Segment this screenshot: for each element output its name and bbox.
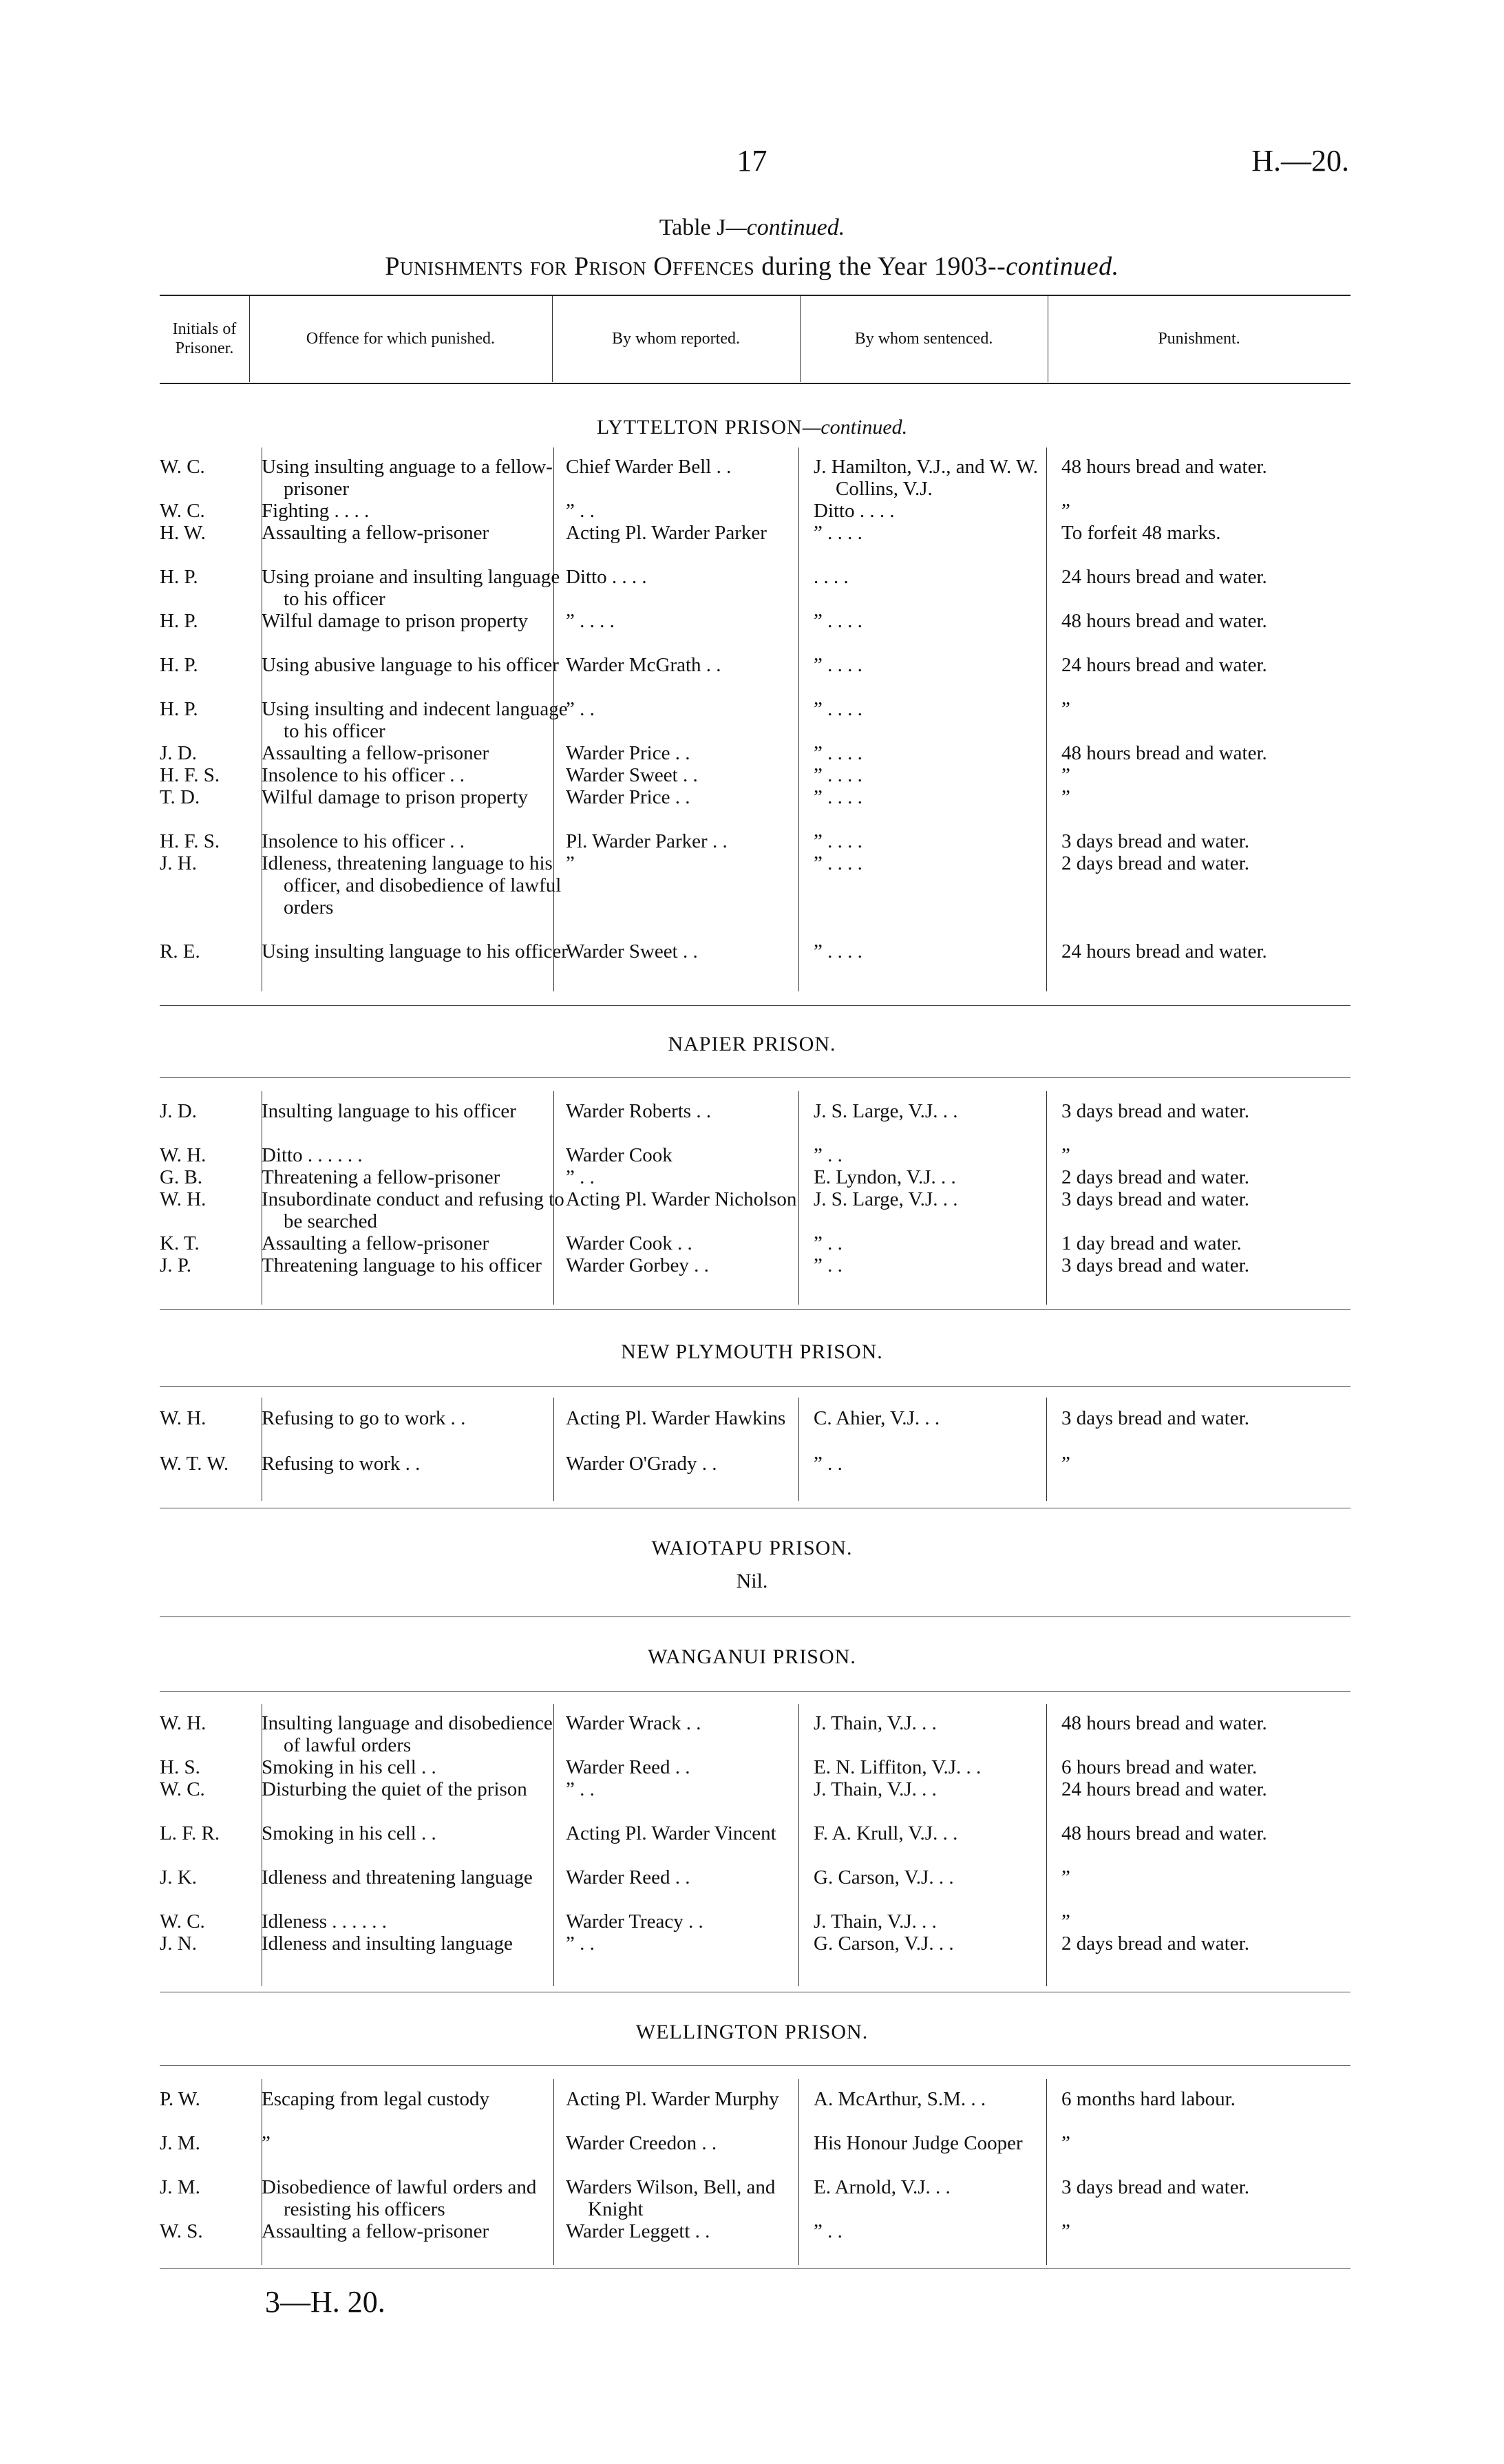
reported-cell: Acting Pl. Warder Vincent (566, 1822, 776, 1844)
punishment-cell: 24 hours bread and water. (1061, 1778, 1267, 1800)
offence-cell: Idleness and threatening language (262, 1866, 533, 1888)
sentenced-cell: ” . . . . (814, 940, 862, 962)
offence-cell: Insolence to his officer . . (262, 764, 465, 786)
sentenced-cell: ” . . (814, 1232, 843, 1254)
sentenced-cell: ” . . (814, 1144, 843, 1166)
initials-cell: T. D. (160, 786, 200, 808)
sentenced-cell: G. Carson, V.J. . . (814, 1933, 954, 1955)
subtitle-smallcaps: Punishments for Prison Offences (385, 252, 755, 281)
punishment-cell: To forfeit 48 marks. (1061, 522, 1221, 544)
header-reported: By whom reported. (552, 296, 801, 382)
sentenced-cell: ” . . . . (814, 654, 862, 676)
punishment-cell: 6 months hard labour. (1061, 2088, 1236, 2110)
offence-cell: Assaulting a fellow-prisoner (262, 2220, 489, 2242)
sentenced-cell: J. S. Large, V.J. . . (814, 1188, 958, 1210)
offence-cell: Assaulting a fellow-prisoner (262, 1232, 489, 1254)
header-offence: Offence for which punished. (249, 296, 553, 382)
punishment-cell: ” (1061, 786, 1070, 808)
offence-cell: Smoking in his cell . . (262, 1756, 436, 1778)
initials-cell: P. W. (160, 2088, 200, 2110)
offence-cell: ” (262, 2132, 271, 2154)
initials-cell: W. H. (160, 1712, 206, 1734)
sentenced-cell: ” . . (814, 1254, 843, 1276)
offence-cell: Idleness, threatening language to his officer, and disobedience of lawful orders (262, 852, 562, 918)
table-title (0, 215, 1504, 241)
offence-cell: Using proiane and insulting language to his officer (262, 566, 560, 610)
punishment-cell: ” (1061, 1910, 1070, 1933)
punishment-cell: 3 days bread and water. (1061, 1188, 1249, 1210)
initials-cell: J. P. (160, 1254, 191, 1276)
offence-cell: Threatening language to his officer (262, 1254, 542, 1276)
section-lyttelton-title (0, 416, 1504, 439)
punishment-cell: 48 hours bread and water. (1061, 610, 1267, 632)
punishment-cell: 3 days bread and water. (1061, 830, 1249, 852)
initials-cell: J. D. (160, 742, 197, 764)
offence-cell: Assaulting a fellow-prisoner (262, 742, 489, 764)
punishment-cell: 2 days bread and water. (1061, 1166, 1249, 1188)
reported-cell: ” . . (566, 1166, 595, 1188)
reported-cell: Ditto . . . . (566, 566, 647, 588)
header-bottom-rule (160, 383, 1351, 384)
initials-cell: H. P. (160, 698, 198, 720)
initials-cell: L. F. R. (160, 1822, 220, 1844)
reported-cell: ” . . . . (566, 610, 615, 632)
punishment-cell: ” (1061, 698, 1070, 720)
initials-cell: H. W. (160, 522, 206, 544)
initials-cell: J. M. (160, 2176, 200, 2198)
section-wellington-title: WELLINGTON PRISON. (635, 2021, 869, 2043)
punishment-cell: ” (1061, 1453, 1070, 1475)
subtitle-continued: -continued. (997, 252, 1119, 281)
page-number: 17 (737, 144, 767, 178)
initials-cell: J. H. (160, 852, 197, 874)
reported-cell: Warder Cook (566, 1144, 672, 1166)
initials-cell: J. M. (160, 2132, 200, 2154)
sentenced-cell: J. Hamilton, V.J., and W. W. Collins, V.J. (814, 456, 1039, 500)
initials-cell: W. H. (160, 1407, 206, 1429)
offence-cell: Idleness and insulting language (262, 1933, 513, 1955)
reported-cell: ” . . (566, 1933, 595, 1955)
initials-cell: J. D. (160, 1100, 197, 1122)
reported-cell: Warder Wrack . . (566, 1712, 701, 1734)
sentenced-cell: ” . . (814, 1453, 843, 1475)
initials-cell: W. C. (160, 1778, 205, 1800)
offence-cell: Ditto . . . . . . (262, 1144, 363, 1166)
sentenced-cell: J. Thain, V.J. . . (814, 1778, 937, 1800)
punishment-cell: 3 days bread and water. (1061, 1407, 1249, 1429)
subtitle-main: during the Year 1903- (754, 252, 997, 281)
table-header (160, 296, 1351, 382)
offence-cell: Disobedience of lawful orders and resisting his officers (262, 2176, 537, 2220)
punishment-cell: 2 days bread and water. (1061, 852, 1249, 874)
reported-cell: Warder Roberts . . (566, 1100, 712, 1122)
header-punishment: Punishment. (1158, 329, 1240, 348)
punishment-cell: 48 hours bread and water. (1061, 742, 1267, 764)
offence-cell: Using insulting anguage to a fellow-prisoner (262, 456, 553, 500)
punishment-cell: 2 days bread and water. (1061, 1933, 1249, 1955)
reported-cell: Warder Price . . (566, 742, 690, 764)
initials-cell: J. K. (160, 1866, 197, 1888)
punishment-cell: ” (1061, 764, 1070, 786)
offence-cell: Using insulting language to his officer (262, 940, 568, 962)
initials-cell: J. N. (160, 1933, 197, 1955)
initials-cell: R. E. (160, 940, 200, 962)
reported-cell: Warder Reed . . (566, 1756, 690, 1778)
section-new-plymouth-title: NEW PLYMOUTH PRISON. (621, 1340, 883, 1363)
initials-cell: W. S. (160, 2220, 203, 2242)
sentenced-cell: J. S. Large, V.J. . . (814, 1100, 958, 1122)
offence-cell: Fighting . . . . (262, 500, 370, 522)
wellington-bottom-rule (160, 2268, 1351, 2269)
wanganui-top-rule (160, 1691, 1351, 1692)
sentenced-cell: G. Carson, V.J. . . (814, 1866, 954, 1888)
section-napier-title: NAPIER PRISON. (668, 1033, 836, 1055)
napier-top-rule (160, 1077, 1351, 1078)
reported-cell: Chief Warder Bell . . (566, 456, 732, 478)
reported-cell: Acting Pl. Warder Nicholson (566, 1188, 797, 1210)
reported-cell: Warder Creedon . . (566, 2132, 717, 2154)
new-plymouth-top-rule (160, 1386, 1351, 1387)
initials-cell: W. H. (160, 1188, 206, 1210)
initials-cell: W. H. (160, 1144, 206, 1166)
offence-cell: Refusing to go to work . . (262, 1407, 466, 1429)
offence-cell: Smoking in his cell . . (262, 1822, 436, 1844)
section-waiotapu-nil: Nil. (736, 1570, 768, 1592)
sentenced-cell: His Honour Judge Cooper (814, 2132, 1023, 2154)
initials-cell: H. P. (160, 610, 198, 632)
punishment-cell: 24 hours bread and water. (1061, 940, 1267, 962)
reported-cell: Acting Pl. Warder Parker (566, 522, 767, 544)
sentenced-cell: ” . . . . (814, 786, 862, 808)
initials-cell: H. F. S. (160, 764, 220, 786)
sentenced-cell: Ditto . . . . (814, 500, 895, 522)
initials-cell: H. P. (160, 654, 198, 676)
sentenced-cell: J. Thain, V.J. . . (814, 1712, 937, 1734)
punishment-cell: 1 day bread and water. (1061, 1232, 1242, 1254)
reported-cell: Warder Sweet . . (566, 764, 698, 786)
offence-cell: Escaping from legal custody (262, 2088, 489, 2110)
offence-cell: Insubordinate conduct and refusing to be searched (262, 1188, 564, 1232)
sentenced-cell: ” . . . . (814, 742, 862, 764)
initials-cell: H. F. S. (160, 830, 220, 852)
reported-cell: Warder Leggett . . (566, 2220, 710, 2242)
punishment-cell: 48 hours bread and water. (1061, 1712, 1267, 1734)
punishment-cell: ” (1061, 1144, 1070, 1166)
reported-cell: ” . . (566, 500, 595, 522)
sentenced-cell: E. Lyndon, V.J. . . (814, 1166, 956, 1188)
initials-cell: H. P. (160, 566, 198, 588)
offence-cell: Disturbing the quiet of the prison (262, 1778, 527, 1800)
reported-cell: Acting Pl. Warder Hawkins (566, 1407, 786, 1429)
reported-cell: Pl. Warder Parker . . (566, 830, 728, 852)
reported-cell: Warder Cook . . (566, 1232, 692, 1254)
initials-cell: K. T. (160, 1232, 200, 1254)
sentenced-cell: E. N. Liffiton, V.J. . . (814, 1756, 982, 1778)
punishment-cell: 48 hours bread and water. (1061, 1822, 1267, 1844)
offence-cell: Using insulting and indecent language to his officer (262, 698, 568, 742)
punishment-cell: 24 hours bread and water. (1061, 566, 1267, 588)
table-subtitle (0, 251, 1504, 282)
reported-cell: Warder Reed . . (566, 1866, 690, 1888)
punishment-cell: 3 days bread and water. (1061, 1254, 1249, 1276)
reported-cell: Warders Wilson, Bell, and Knight (566, 2176, 776, 2220)
reported-cell: Warder Treacy . . (566, 1910, 703, 1933)
sentenced-cell: ” . . . . (814, 698, 862, 720)
header-sentenced: By whom sentenced. (800, 296, 1048, 382)
punishment-cell: ” (1061, 2220, 1070, 2242)
sentenced-cell: ” . . . . (814, 852, 862, 874)
offence-cell: Wilful damage to prison property (262, 786, 529, 808)
initials-cell: W. C. (160, 1910, 205, 1933)
initials-cell: G. B. (160, 1166, 203, 1188)
reported-cell: Warder Price . . (566, 786, 690, 808)
punishment-cell: 3 days bread and water. (1061, 2176, 1249, 2198)
offence-cell: Insulting language and disobedience of lawful orders (262, 1712, 553, 1756)
sentenced-cell: F. A. Krull, V.J. . . (814, 1822, 958, 1844)
sentenced-cell: A. McArthur, S.M. . . (814, 2088, 986, 2110)
sentenced-cell: ” . . (814, 2220, 843, 2242)
reported-cell: ” . . (566, 1778, 595, 1800)
initials-cell: W. C. (160, 500, 205, 522)
offence-cell: Insolence to his officer . . (262, 830, 465, 852)
punishment-cell: ” (1061, 2132, 1070, 2154)
offence-cell: Wilful damage to prison property (262, 610, 529, 632)
initials-cell: W. C. (160, 456, 205, 478)
initials-cell: H. S. (160, 1756, 200, 1778)
sentenced-cell: E. Arnold, V.J. . . (814, 2176, 951, 2198)
sentenced-cell: ” . . . . (814, 522, 862, 544)
punishment-cell: 3 days bread and water. (1061, 1100, 1249, 1122)
punishment-cell: 48 hours bread and water. (1061, 456, 1267, 478)
reported-cell: Warder McGrath . . (566, 654, 721, 676)
sentenced-cell: ” . . . . (814, 830, 862, 852)
sentenced-cell: C. Ahier, V.J. . . (814, 1407, 940, 1429)
napier-bottom-rule (160, 1309, 1351, 1310)
reported-cell: ” . . (566, 698, 595, 720)
document-reference: H.—20. (1251, 144, 1349, 178)
sentenced-cell: . . . . (814, 566, 849, 588)
table-title-main: Table J (659, 215, 726, 240)
initials-cell: W. T. W. (160, 1453, 229, 1475)
offence-cell: Threatening a fellow-prisoner (262, 1166, 500, 1188)
offence-cell: Idleness . . . . . . (262, 1910, 388, 1933)
reported-cell: Warder O'Grady . . (566, 1453, 717, 1475)
sentenced-cell: J. Thain, V.J. . . (814, 1910, 937, 1933)
reported-cell: Warder Gorbey . . (566, 1254, 709, 1276)
section-lyttelton-continued: —continued. (802, 416, 908, 439)
offence-cell: Refusing to work . . (262, 1453, 421, 1475)
sentenced-cell: ” . . . . (814, 610, 862, 632)
section-waiotapu-title: WAIOTAPU PRISON. (651, 1537, 853, 1559)
reported-cell: Acting Pl. Warder Murphy (566, 2088, 779, 2110)
reported-cell: ” (566, 852, 575, 874)
punishment-cell: 6 hours bread and water. (1061, 1756, 1258, 1778)
offence-cell: Using abusive language to his officer (262, 654, 559, 676)
header-initials: Initials of Prisoner. (160, 296, 250, 382)
table-title-continued: —continued. (725, 215, 845, 240)
wellington-top-rule (160, 2065, 1351, 2066)
section-wanganui-title: WANGANUI PRISON. (648, 1645, 856, 1668)
punishment-cell: ” (1061, 1866, 1070, 1888)
lyttelton-bottom-rule (160, 1005, 1351, 1006)
section-lyttelton-name: LYTTELTON PRISON (596, 416, 803, 439)
reported-cell: Warder Sweet . . (566, 940, 698, 962)
punishment-cell: 24 hours bread and water. (1061, 654, 1267, 676)
offence-cell: Assaulting a fellow-prisoner (262, 522, 489, 544)
punishment-cell: ” (1061, 500, 1070, 522)
signature-mark: 3—H. 20. (265, 2285, 385, 2319)
sentenced-cell: ” . . . . (814, 764, 862, 786)
offence-cell: Insulting language to his officer (262, 1100, 516, 1122)
